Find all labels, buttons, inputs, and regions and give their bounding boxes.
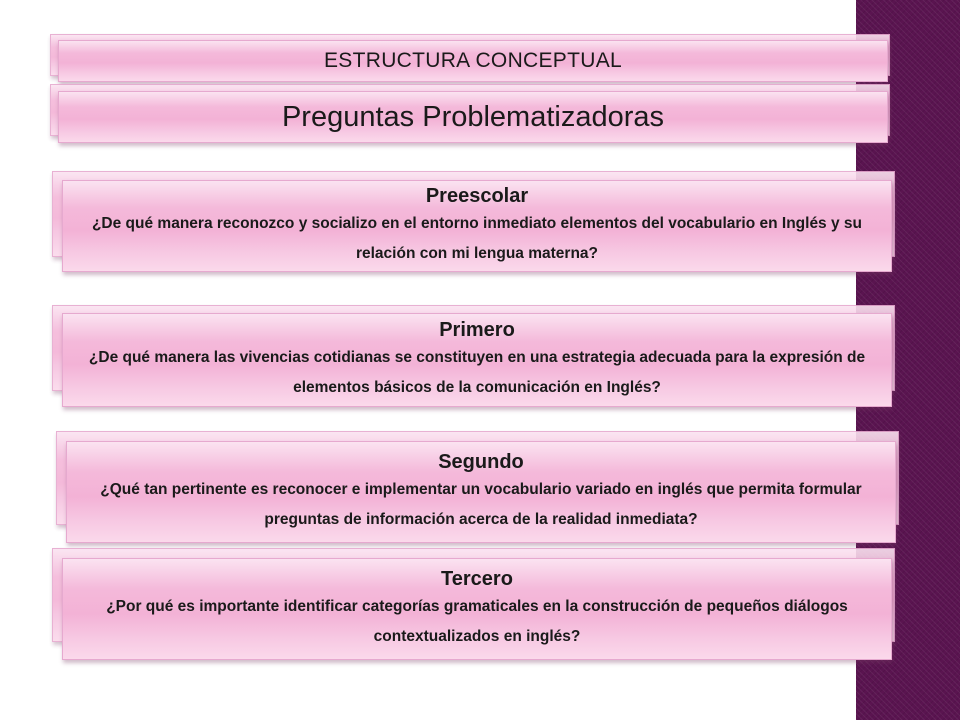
- grade-box-primero: [62, 313, 892, 407]
- page-title: Preguntas Problematizadoras: [281, 100, 665, 133]
- grade-title: Primero: [439, 319, 515, 341]
- grade-question: ¿De qué manera reconozco y socializo en el entorno inmediato elementos del vocabulario en Inglés y su relación con mi lengua materna?: [91, 215, 863, 262]
- grade-title: Preescolar: [425, 185, 529, 207]
- header-box: [58, 40, 888, 82]
- section-header: ESTRUCTURA CONCEPTUAL: [323, 49, 622, 72]
- title-box: [58, 91, 888, 143]
- grade-box-tercero: [62, 558, 892, 660]
- grade-box-segundo: [66, 441, 896, 543]
- grade-question: ¿Qué tan pertinente es reconocer e implementar un vocabulario variado en inglés que permita formular preguntas de información acerca de la realidad inmediata?: [100, 481, 862, 528]
- grade-title: Segundo: [438, 451, 524, 473]
- grade-question: ¿De qué manera las vivencias cotidianas se constituyen en una estrategia adecuada para la expresión de elementos básicos de la comunicación en Inglés?: [88, 349, 866, 396]
- grade-title: Tercero: [441, 568, 513, 590]
- grade-question: ¿Por qué es importante identificar categorías gramaticales en la construcción de pequeños diálogos contextualizados en inglés?: [106, 598, 848, 645]
- grade-box-preescolar: [62, 180, 892, 272]
